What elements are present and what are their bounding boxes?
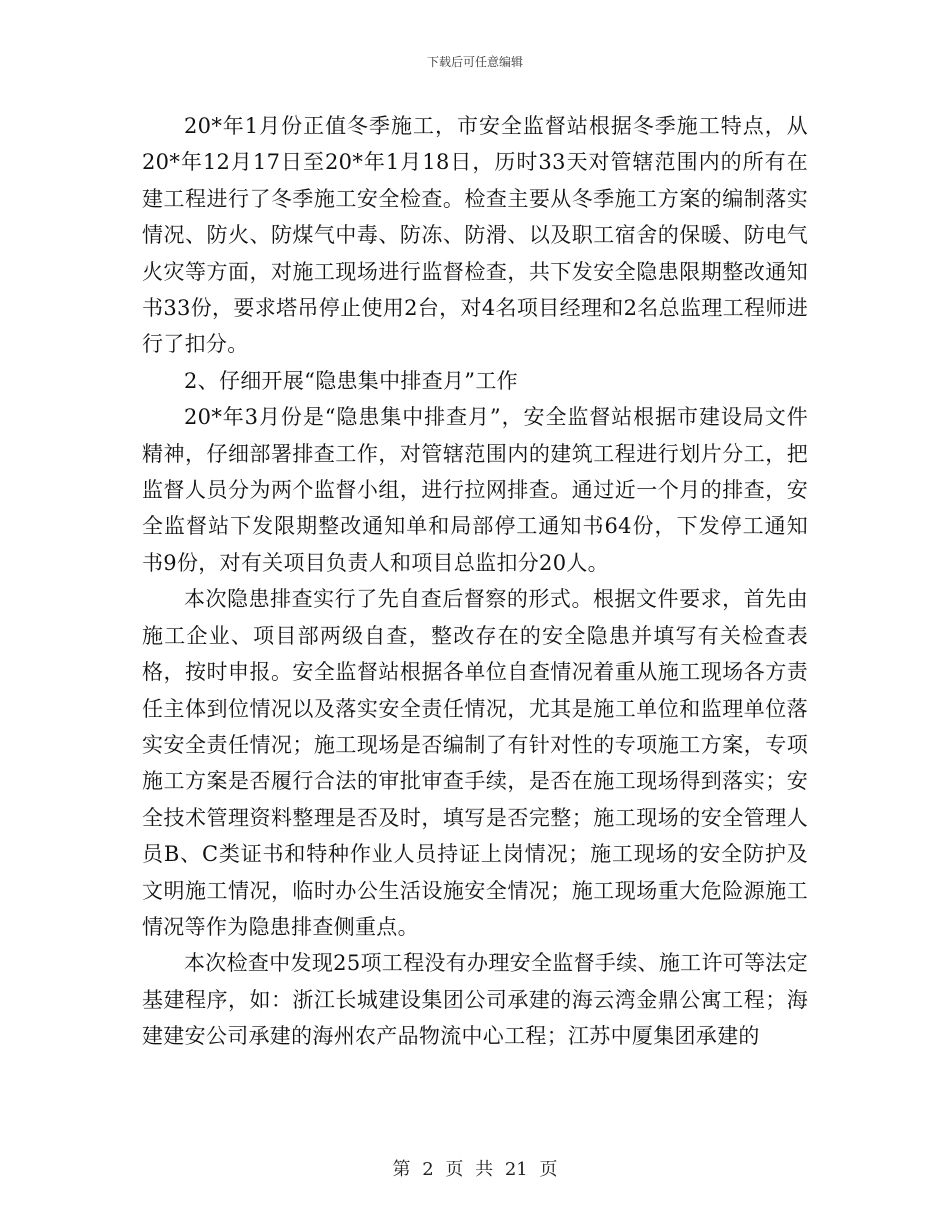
paragraph-hazard-month: 20*年3月份是“隐患集中排查月”，安全监督站根据市建设局文件精神，仔细部署排查工作，对管辖范围内的建筑工程进行划片分工，把监督人员分为两个监督小组，进行拉网排查。通过近一个月的排查，安全监督站下发限期整改通知单和局部停工通知书64份，下发停工通知书9份，对有关项目负责人和项目总监扣分20人。 <box>142 405 808 575</box>
section-heading-hazard-month: 2、仔细开展“隐患集中排查月”工作 <box>184 368 518 393</box>
paragraph-findings: 本次检查中发现25项工程没有办理安全监督手续、施工许可等法定基建程序，如：浙江长城建设集团公司承建的海云湾金鼎公寓工程；海建建安公司承建的海州农产品物流中心工程；江苏中厦集团承建的 <box>142 951 808 1049</box>
paragraph-winter-inspection: 20*年1月份正值冬季施工，市安全监督站根据冬季施工特点，从20*年12月17日至20*年1月18日，历时33天对管辖范围内的所有在建工程进行了冬季施工安全检查。检查主要从冬季施工方案的编制落实情况、防火、防煤气中毒、防冻、防滑、以及职工宿舍的保暖、防电气火灾等方面，对施工现场进行监督检查，共下发安全隐患限期整改通知书33份，要求塔吊停止使用2台，对4名项目经理和2名总监理工程师进行了扣分。 <box>142 114 808 357</box>
page-number: 第 2 页 共 21 页 <box>392 1159 558 1180</box>
page-header: 下载后可任意编辑 <box>426 55 523 69</box>
document-body <box>142 108 808 1055</box>
paragraph-self-inspection: 本次隐患排查实行了先自查后督察的形式。根据文件要求，首先由施工企业、项目部两级自查，整改存在的安全隐患并填写有关检查表格，按时申报。安全监督站根据各单位自查情况着重从施工现场各方责任主体到位情况以及落实安全责任情况，尤其是施工单位和监理单位落实安全责任情况；施工现场是否编制了有针对性的专项施工方案，专项施工方案是否履行合法的审批审查手续，是否在施工现场得到落实；安全技术管理资料整理是否及时，填写是否完整；施工现场的安全管理人员B、C类证书和特种作业人员持证上岗情况；施工现场的安全防护及文明施工情况，临时办公生活设施安全情况；施工现场重大危险源施工情况等作为隐患排查侧重点。 <box>142 587 808 939</box>
